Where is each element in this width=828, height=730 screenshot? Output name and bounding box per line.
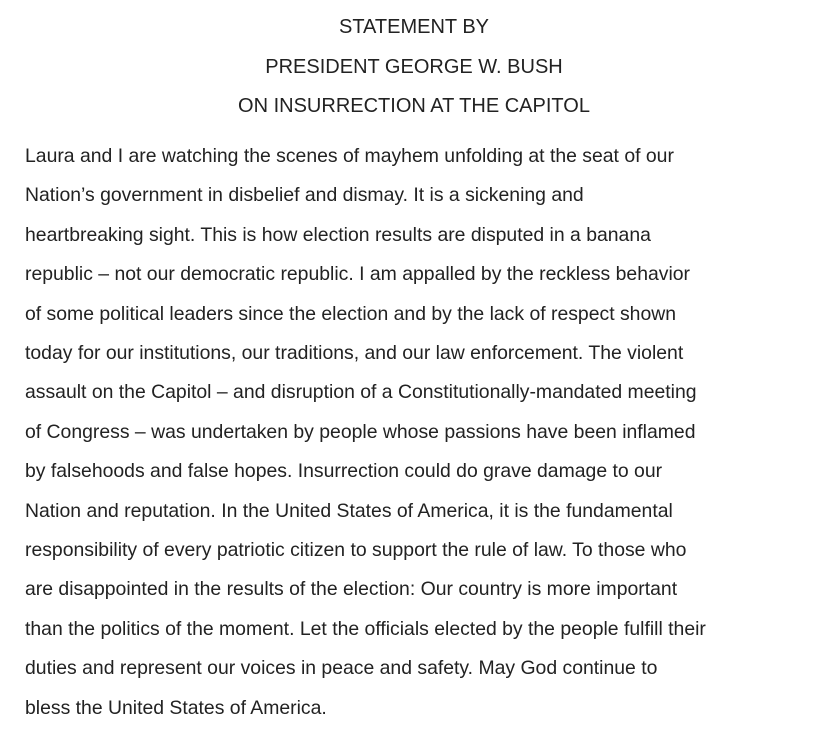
- body-line-7: assault on the Capitol – and disruption of a Constitutionally-mandated meeting: [25, 381, 697, 404]
- body-line-10: Nation and reputation. In the United States of America, it is the fundamental: [25, 499, 673, 522]
- body-line-4: republic – not our democratic republic. I am appalled by the reckless behavior: [25, 263, 691, 286]
- body-line-14: duties and represent our voices in peace and safety. May God continue to: [25, 657, 658, 680]
- body-line-6: today for our institutions, our traditions, and our law enforcement. The violent: [25, 342, 684, 365]
- body-line-15: bless the United States of America.: [25, 696, 327, 719]
- body-line-1: Laura and I are watching the scenes of mayhem unfolding at the seat of our: [25, 145, 674, 167]
- statement-body: [25, 137, 825, 728]
- body-line-12: are disappointed in the results of the election: Our country is more important: [25, 578, 678, 601]
- body-line-2: Nation’s government in disbelief and dismay. It is a sickening and: [25, 184, 584, 207]
- heading-line-2: PRESIDENT GEORGE W. BUSH: [265, 55, 563, 78]
- body-line-9: by falsehoods and false hopes. Insurrection could do grave damage to our: [25, 460, 663, 483]
- body-line-13: than the politics of the moment. Let the officials elected by the people fulfill their: [25, 617, 706, 640]
- statement-heading: [0, 8, 828, 127]
- body-line-11: responsibility of every patriotic citizen to support the rule of law. To those who: [25, 539, 687, 562]
- heading-line-3: ON INSURRECTION AT THE CAPITOL: [238, 95, 590, 117]
- body-line-3: heartbreaking sight. This is how election results are disputed in a banana: [25, 223, 651, 246]
- body-line-5: of some political leaders since the election and by the lack of respect shown: [25, 302, 677, 325]
- body-line-8: of Congress – was undertaken by people whose passions have been inflamed: [25, 420, 696, 443]
- heading-line-1: STATEMENT BY: [338, 16, 490, 38]
